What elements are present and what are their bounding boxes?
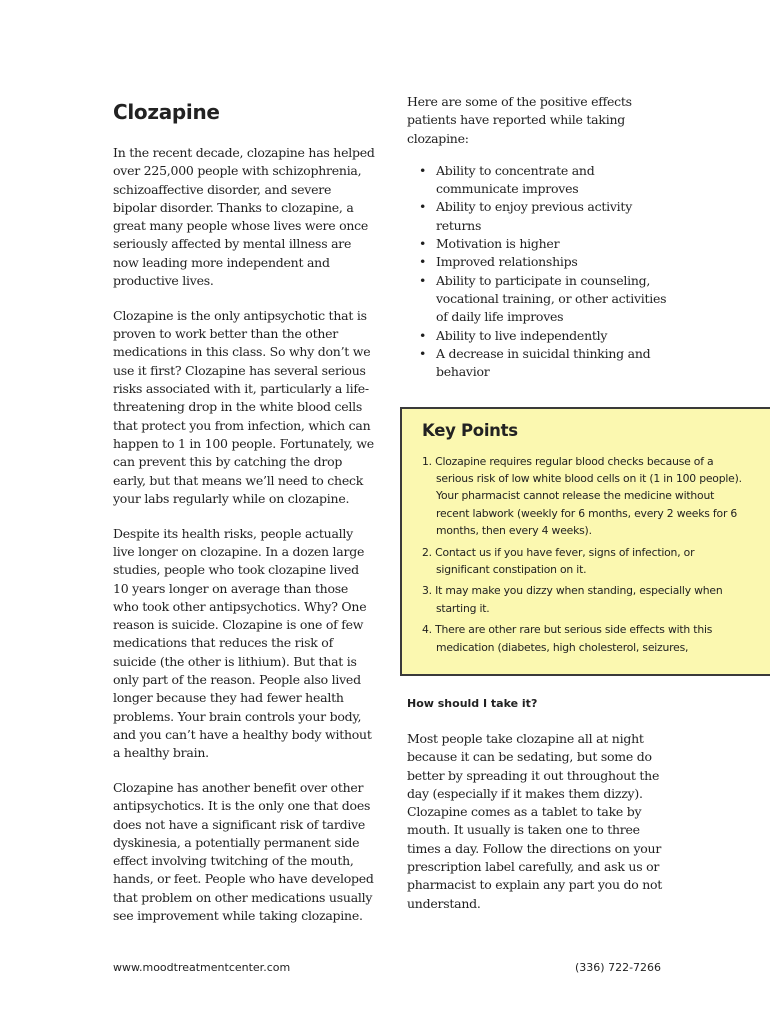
- list-item-text: Ability to participate in counseling, vocational training, or other activities of daily life improves: [436, 272, 667, 325]
- bullet-icon: •: [419, 254, 427, 270]
- list-item-text: Improved relationships: [436, 254, 578, 270]
- bullet-icon: •: [419, 345, 427, 361]
- bullet-icon: •: [419, 162, 427, 178]
- list-item: [419, 198, 669, 235]
- key-point-item: 3. It may make you dizzy when standing, especially when starting it.: [422, 584, 723, 615]
- list-item: [419, 162, 669, 199]
- list-item: [419, 253, 669, 271]
- list-item: [419, 345, 669, 382]
- list-item: [419, 327, 669, 345]
- tardive-dyskinesia-paragraph: Clozapine has another benefit over other antipsychotics. It is the only one that does does not have a significant risk of tardive dyskinesia, a potentially permanent side effect involving twitching of the mouth, hands, or feet. People who have developed that problem on other medications usually see improvement while taking clozapine.: [113, 780, 374, 924]
- positive-effects-list: [407, 162, 669, 382]
- longevity-paragraph: Despite its health risks, people actually live longer on clozapine. In a dozen large studies, people who took clozapine lived 10 years longer on average than those who took other antipsychotics. Why? One reason is suicide. Clozapine is one of few medications that reduces the risk of suicide (the other is lithium). But that is only part of the reason. People also lived longer because they had fewer health problems. Your brain controls your body, and you can’t have a healthy body without a healthy brain.: [113, 525, 372, 761]
- key-points-title: Key Points: [422, 421, 518, 440]
- page-title: Clozapine: [113, 100, 220, 124]
- key-point-item: 2. Contact us if you have fever, signs of infection, or significant constipation on it.: [422, 545, 695, 576]
- key-points-list: [422, 453, 744, 660]
- bullet-icon: •: [419, 272, 427, 288]
- risks-paragraph: Clozapine is the only antipsychotic that is proven to work better than the other medications in this class. So why don’t we use it first? Clozapine has several serious risks associated with it, particularly a life-threatening drop in the white blood cells that protect you from infection, which can happen to 1 in 100 people. Fortunately, we can prevent this by catching the drop early, but that means we’ll need to check your labs regularly while on clozapine.: [113, 307, 374, 506]
- intro-column: [113, 144, 375, 942]
- key-points-box: [400, 407, 770, 676]
- effects-column: [407, 93, 669, 381]
- how-to-take-heading: How should I take it?: [407, 697, 538, 710]
- bullet-icon: •: [419, 199, 427, 215]
- bullet-icon: •: [419, 327, 427, 343]
- footer-website[interactable]: www.moodtreatmentcenter.com: [113, 961, 291, 974]
- how-to-take-body: Most people take clozapine all at night because it can be sedating, but some do better by spreading it out throughout the day (especially if it makes them dizzy). Clozapine comes as a tablet to take by mouth. It usually is taken one to three times a day. Follow the directions on your prescription label carefully, and ask us or pharmacist to explain any part you do not understand.: [407, 731, 663, 911]
- list-item-text: Ability to live independently: [436, 327, 608, 343]
- key-point-item: 1. Clozapine requires regular blood checks because of a serious risk of low white blood cells on it (1 in 100 people). Your pharmacist cannot release the medicine without recent labwork (weekly for 6 months, every 2 weeks for 6 months, then every 4 weeks).: [422, 455, 742, 537]
- list-item: [419, 272, 669, 327]
- list-item-text: Ability to enjoy previous activity returns: [436, 199, 633, 233]
- list-item: [419, 235, 669, 253]
- bullet-icon: •: [419, 236, 427, 252]
- list-item-text: Motivation is higher: [436, 236, 560, 252]
- key-point-item: 4. There are other rare but serious side effects with this medication (diabetes, high cholesterol, seizures,: [422, 623, 713, 654]
- footer-phone: (336) 722-7266: [575, 961, 662, 974]
- list-item-text: Ability to concentrate and communicate improves: [436, 162, 595, 197]
- intro-paragraph: In the recent decade, clozapine has helped over 225,000 people with schizophrenia, schizoaffective disorder, and severe bipolar disorder. Thanks to clozapine, a great many people whose lives were once seriously affected by mental illness are now leading more independent and productive lives.: [113, 145, 375, 289]
- list-item-text: A decrease in suicidal thinking and behavior: [436, 345, 651, 380]
- effects-intro: Here are some of the positive effects patients have reported while taking clozapine:: [407, 94, 632, 146]
